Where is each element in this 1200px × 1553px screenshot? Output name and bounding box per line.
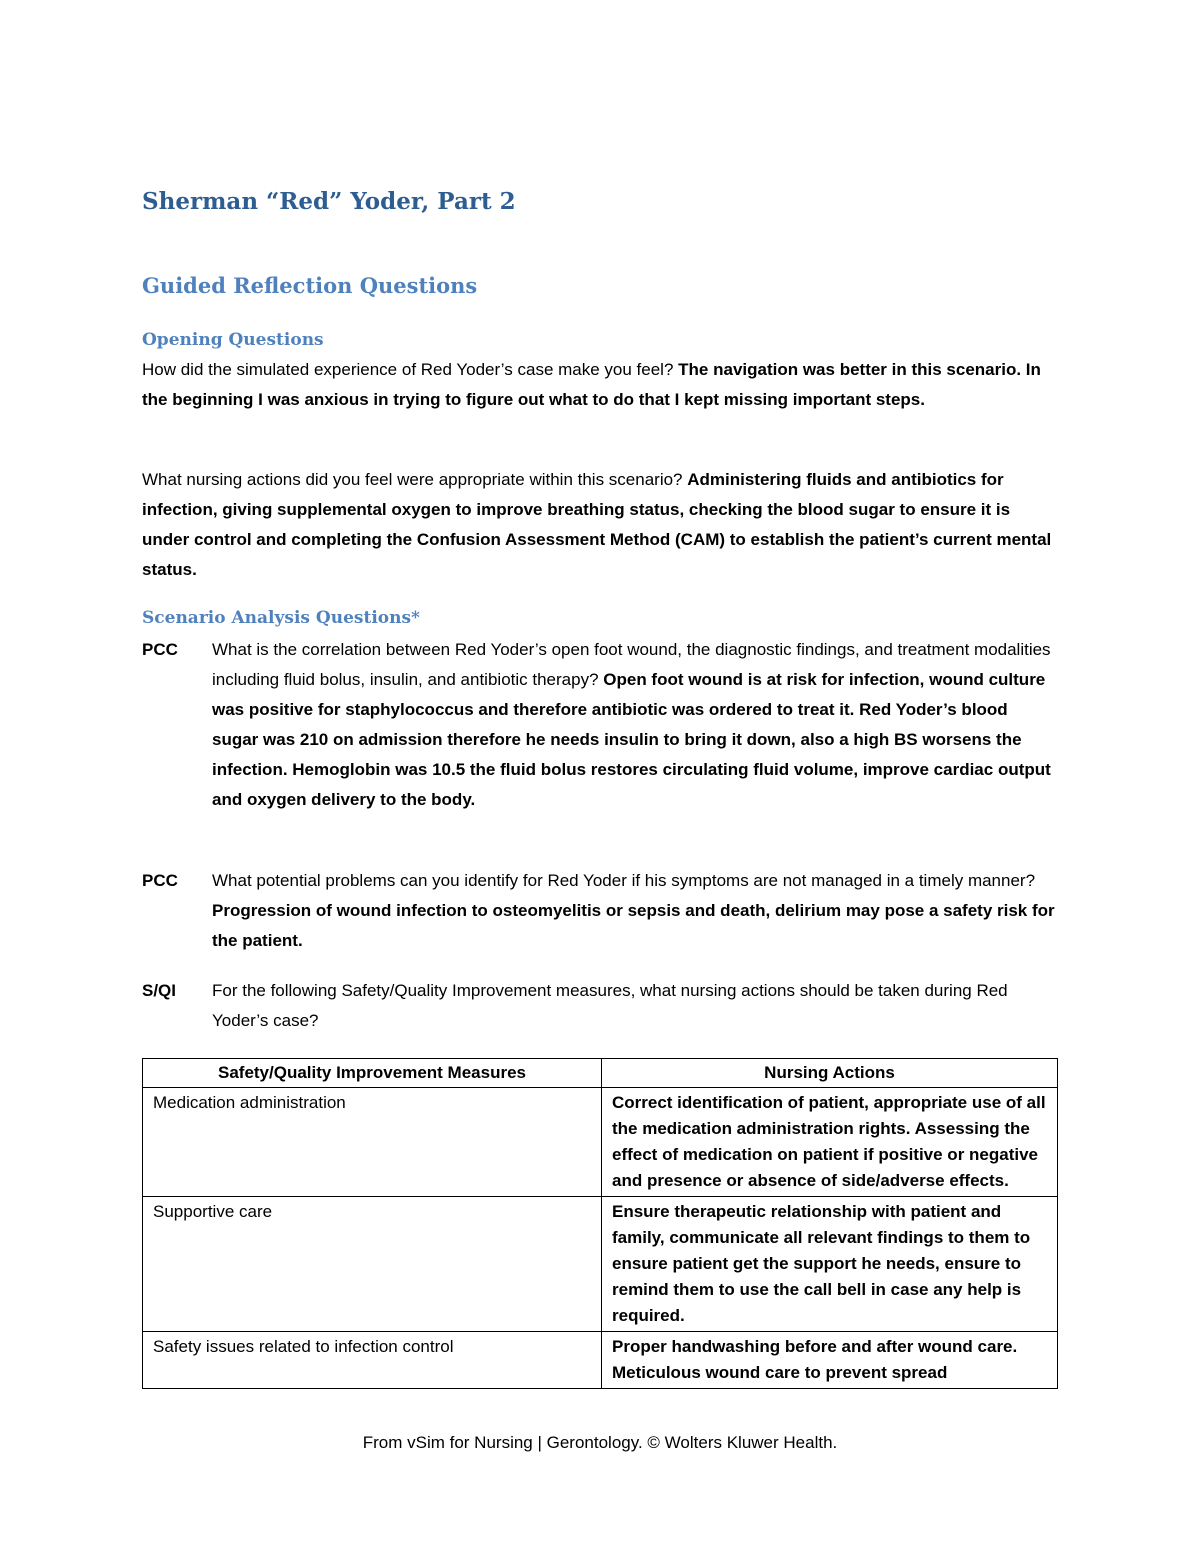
opening-question-1 xyxy=(142,355,1057,415)
measure-cell: Supportive care xyxy=(143,1197,602,1332)
answer-text: Administering fluids and antibiotics for infection, giving supplemental oxygen to improve breathing status, checking the blood sugar to ensure it is under control and completing the Confusion Assessment Method (CAM) to establish the patient’s current mental status. xyxy=(142,470,1052,579)
page-footer: From vSim for Nursing | Gerontology. © Wolters Kluwer Health. xyxy=(362,1433,838,1452)
question-body xyxy=(212,866,1057,956)
column-header-actions: Nursing Actions xyxy=(602,1059,1058,1088)
question-tag: PCC xyxy=(142,871,178,890)
document-title: Sherman “Red” Yoder, Part 2 xyxy=(142,188,516,215)
answer-text: Progression of wound infection to osteomyelitis or sepsis and death, delirium may pose a safety risk for the patient. xyxy=(212,901,1055,950)
question-text: What is the correlation between Red Yoder’s open foot wound, the diagnostic findings, and treatment modalities including fluid bolus, insulin, and antibiotic therapy? xyxy=(212,640,1051,689)
question-text: For the following Safety/Quality Improvement measures, what nursing actions should be taken during Red Yoder’s case? xyxy=(212,981,1008,1030)
question-text: How did the simulated experience of Red Yoder’s case make you feel? xyxy=(142,360,674,379)
safety-measures-table xyxy=(142,1058,1058,1389)
action-cell: Proper handwashing before and after wound care. Meticulous wound care to prevent spread xyxy=(602,1332,1058,1389)
question-text: What potential problems can you identify for Red Yoder if his symptoms are not managed in a timely manner? xyxy=(212,871,1036,890)
question-tag: S/QI xyxy=(142,981,177,1000)
opening-question-2 xyxy=(142,465,1057,585)
column-header-measures: Safety/Quality Improvement Measures xyxy=(143,1059,602,1088)
measure-cell: Safety issues related to infection control xyxy=(143,1332,602,1389)
table-row xyxy=(143,1197,1058,1332)
answer-text: Open foot wound is at risk for infection, wound culture was positive for staphylococcus and therefore antibiotic was ordered to treat it. Red Yoder’s blood sugar was 210 on admission therefore he needs insulin to bring it down, also a high BS worsens the infection. Hemoglobin was 10.5 the fluid bolus restores circulating fluid volume, improve cardiac output and oxygen delivery to the body. xyxy=(212,670,1051,809)
answer-text: The navigation was better in this scenario. In the beginning I was anxious in trying to figure out what to do that I kept missing important steps. xyxy=(142,360,1041,409)
table-header-row xyxy=(143,1059,1058,1088)
question-body xyxy=(212,635,1057,815)
section-title: Guided Reflection Questions xyxy=(142,273,478,298)
question-text: What nursing actions did you feel were appropriate within this scenario? xyxy=(142,470,683,489)
opening-questions-heading: Opening Questions xyxy=(142,330,324,350)
question-tag: PCC xyxy=(142,640,178,659)
measure-cell: Medication administration xyxy=(143,1088,602,1197)
action-cell: Correct identification of patient, appropriate use of all the medication administration rights. Assessing the effect of medication on patient if positive or negative and presence or absence of side/adverse effects. xyxy=(602,1088,1058,1197)
scenario-analysis-heading: Scenario Analysis Questions* xyxy=(142,608,420,628)
table-row xyxy=(143,1088,1058,1197)
action-cell: Ensure therapeutic relationship with patient and family, communicate all relevant findings to them to ensure patient get the support he needs, ensure to remind them to use the call bell in case any help is required. xyxy=(602,1197,1058,1332)
table-row xyxy=(143,1332,1058,1389)
question-body xyxy=(212,976,1057,1036)
